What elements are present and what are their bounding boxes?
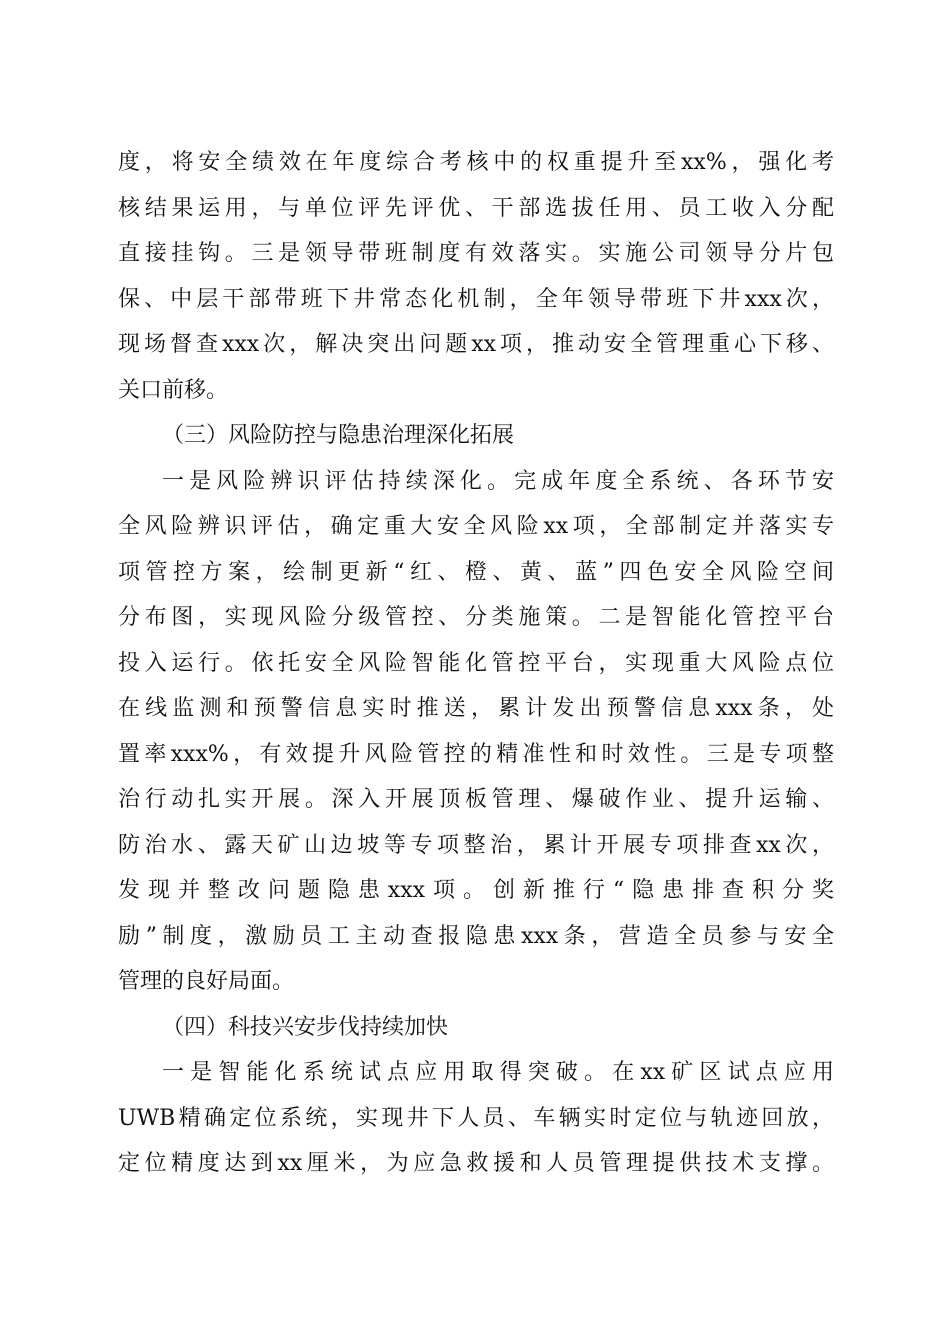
document-body	[118, 140, 834, 1187]
body-line: 励”制度，激励员工主动查报隐患xxx条，营造全员参与安全	[118, 923, 834, 949]
body-line: 现场督查xxx次，解决突出问题xx项，推动安全管理重心下移、	[118, 332, 834, 357]
body-line: 定位精度达到xx厘米，为应急救援和人员管理提供技术支撑。	[118, 1151, 834, 1176]
body-line: 度，将安全绩效在年度综合考核中的权重提升至xx%，强化考	[118, 150, 834, 175]
section-heading-4: （四）科技兴安步伐持续加快	[162, 1014, 449, 1040]
body-line: 一是智能化系统试点应用取得突破。在xx矿区试点应用	[162, 1060, 834, 1085]
body-line: 全风险辨识评估，确定重大安全风险xx项，全部制定并落实专	[118, 514, 834, 539]
body-line: 管理的良好局面。	[118, 969, 295, 994]
body-line: 一是风险辨识评估持续深化。完成年度全系统、各环节安	[162, 468, 834, 494]
body-line: 项管控方案，绘制更新“红、橙、黄、蓝”四色安全风险空间	[118, 559, 834, 585]
body-line: 发现并整改问题隐患xxx项。创新推行“隐患排查积分奖	[118, 878, 834, 903]
body-line: 在线监测和预警信息实时推送，累计发出预警信息xxx条，处	[118, 696, 834, 721]
body-line: 治行动扎实开展。深入开展顶板管理、爆破作业、提升运输、	[118, 787, 834, 812]
body-line: 置率xxx%，有效提升风险管控的精准性和时效性。三是专项整	[118, 741, 834, 767]
section-heading-3: （三）风险防控与隐患治理深化拓展	[162, 423, 515, 448]
body-line: 保、中层干部带班下井常态化机制，全年领导带班下井xxx次，	[118, 286, 834, 312]
body-line: UWB精确定位系统，实现井下人员、车辆实时定位与轨迹回放，	[118, 1105, 834, 1131]
body-line: 直接挂钩。三是领导带班制度有效落实。实施公司领导分片包	[118, 241, 834, 266]
body-line: 投入运行。依托安全风险智能化管控平台，实现重大风险点位	[118, 650, 834, 676]
body-line: 核结果运用，与单位评先评优、干部选拔任用、员工收入分配	[118, 195, 834, 221]
body-line: 防治水、露天矿山边坡等专项整治，累计开展专项排查xx次，	[118, 832, 834, 858]
body-line: 分布图，实现风险分级管控、分类施策。二是智能化管控平台	[118, 605, 834, 630]
body-line: 关口前移。	[118, 377, 229, 403]
